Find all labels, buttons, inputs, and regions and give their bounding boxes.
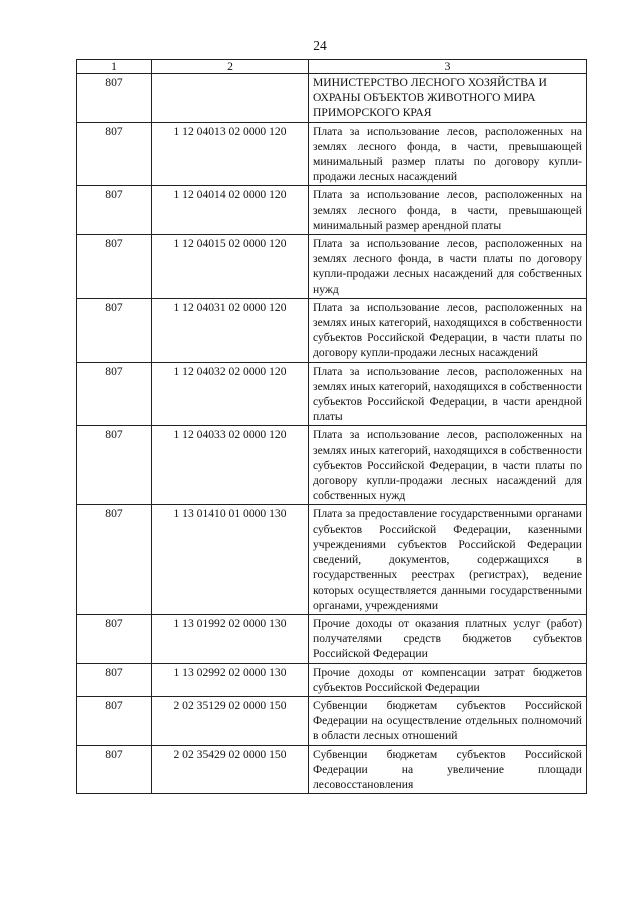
description-cell: Плата за использование лесов, расположенных на землях лесного фонда, в части, превышающей минимальный размер платы по договору купли-продажи лесных насаждений — [309, 122, 587, 186]
table-row — [77, 362, 587, 426]
admin-code-cell: 807 — [77, 745, 152, 794]
description-cell: МИНИСТЕРСТВО ЛЕСНОГО ХОЗЯЙСТВА И ОХРАНЫ ОБЪЕКТОВ ЖИВОТНОГО МИРА ПРИМОРСКОГО КРАЯ — [309, 74, 587, 123]
description-cell: Прочие доходы от оказания платных услуг (работ) получателями средств бюджетов субъектов Российской Федерации — [309, 614, 587, 663]
admin-code-cell: 807 — [77, 122, 152, 186]
kbk-code-cell: 1 13 01992 02 0000 130 — [152, 614, 309, 663]
admin-code-cell: 807 — [77, 186, 152, 235]
description-cell: Плата за использование лесов, расположенных на землях иных категорий, находящихся в собственности субъектов Российской Федерации, в части платы по договору купли-продажи лесных насаждений для собственных нужд — [309, 426, 587, 505]
admin-code-cell: 807 — [77, 298, 152, 362]
table-row — [77, 186, 587, 235]
kbk-code-cell: 2 02 35129 02 0000 150 — [152, 696, 309, 745]
table-row — [77, 122, 587, 186]
table-row — [77, 505, 587, 614]
description-cell: Плата за использование лесов, расположенных на землях иных категорий, находящихся в собственности субъектов Российской Федерации, в части арендной платы — [309, 362, 587, 426]
table-row — [77, 745, 587, 794]
admin-code-cell: 807 — [77, 235, 152, 299]
kbk-code-cell: 1 12 04032 02 0000 120 — [152, 362, 309, 426]
admin-code-cell: 807 — [77, 505, 152, 614]
kbk-code-cell: 1 12 04033 02 0000 120 — [152, 426, 309, 505]
page-number: 24 — [313, 38, 327, 53]
kbk-code-cell: 1 13 01410 01 0000 130 — [152, 505, 309, 614]
kbk-code-cell: 1 12 04014 02 0000 120 — [152, 186, 309, 235]
description-cell: Субвенции бюджетам субъектов Российской Федерации на увеличение площади лесовосстановления — [309, 745, 587, 794]
kbk-code-cell: 1 13 02992 02 0000 130 — [152, 663, 309, 696]
admin-code-cell: 807 — [77, 362, 152, 426]
description-cell: Плата за использование лесов, расположенных на землях лесного фонда, в части, превышающей минимальный размер арендной платы — [309, 186, 587, 235]
header-col1: 1 — [77, 60, 152, 74]
table-row — [77, 298, 587, 362]
table-row — [77, 696, 587, 745]
admin-code-cell: 807 — [77, 74, 152, 123]
description-cell: Плата за использование лесов, расположенных на землях иных категорий, находящихся в собственности субъектов Российской Федерации, в части платы по договору купли-продажи лесных насаждений — [309, 298, 587, 362]
kbk-code-cell: 1 12 04031 02 0000 120 — [152, 298, 309, 362]
admin-code-cell: 807 — [77, 614, 152, 663]
kbk-code-cell — [152, 74, 309, 123]
admin-code-cell: 807 — [77, 426, 152, 505]
admin-code-cell: 807 — [77, 696, 152, 745]
table-row — [77, 426, 587, 505]
table-header-row — [77, 60, 587, 74]
admin-code-cell: 807 — [77, 663, 152, 696]
income-codes-table — [76, 59, 587, 794]
table-row — [77, 74, 587, 123]
kbk-code-cell: 1 12 04013 02 0000 120 — [152, 122, 309, 186]
kbk-code-cell: 1 12 04015 02 0000 120 — [152, 235, 309, 299]
description-cell: Субвенции бюджетам субъектов Российской Федерации на осуществление отдельных полномочий в области лесных отношений — [309, 696, 587, 745]
header-col2: 2 — [152, 60, 309, 74]
header-col3: 3 — [309, 60, 587, 74]
table-row — [77, 235, 587, 299]
table-row — [77, 614, 587, 663]
table-row — [77, 663, 587, 696]
kbk-code-cell: 2 02 35429 02 0000 150 — [152, 745, 309, 794]
description-cell: Плата за использование лесов, расположенных на землях лесного фонда, в части платы по договору купли-продажи лесных насаждений для собственных нужд — [309, 235, 587, 299]
description-cell: Плата за предоставление государственными органами субъектов Российской Федерации, казенными учреждениями субъектов Российской Федерации сведений, документов, содержащихся в государственных реестрах (регистрах), ведение которых осуществляется данными государственными органами, учреждениями — [309, 505, 587, 614]
description-cell: Прочие доходы от компенсации затрат бюджетов субъектов Российской Федерации — [309, 663, 587, 696]
